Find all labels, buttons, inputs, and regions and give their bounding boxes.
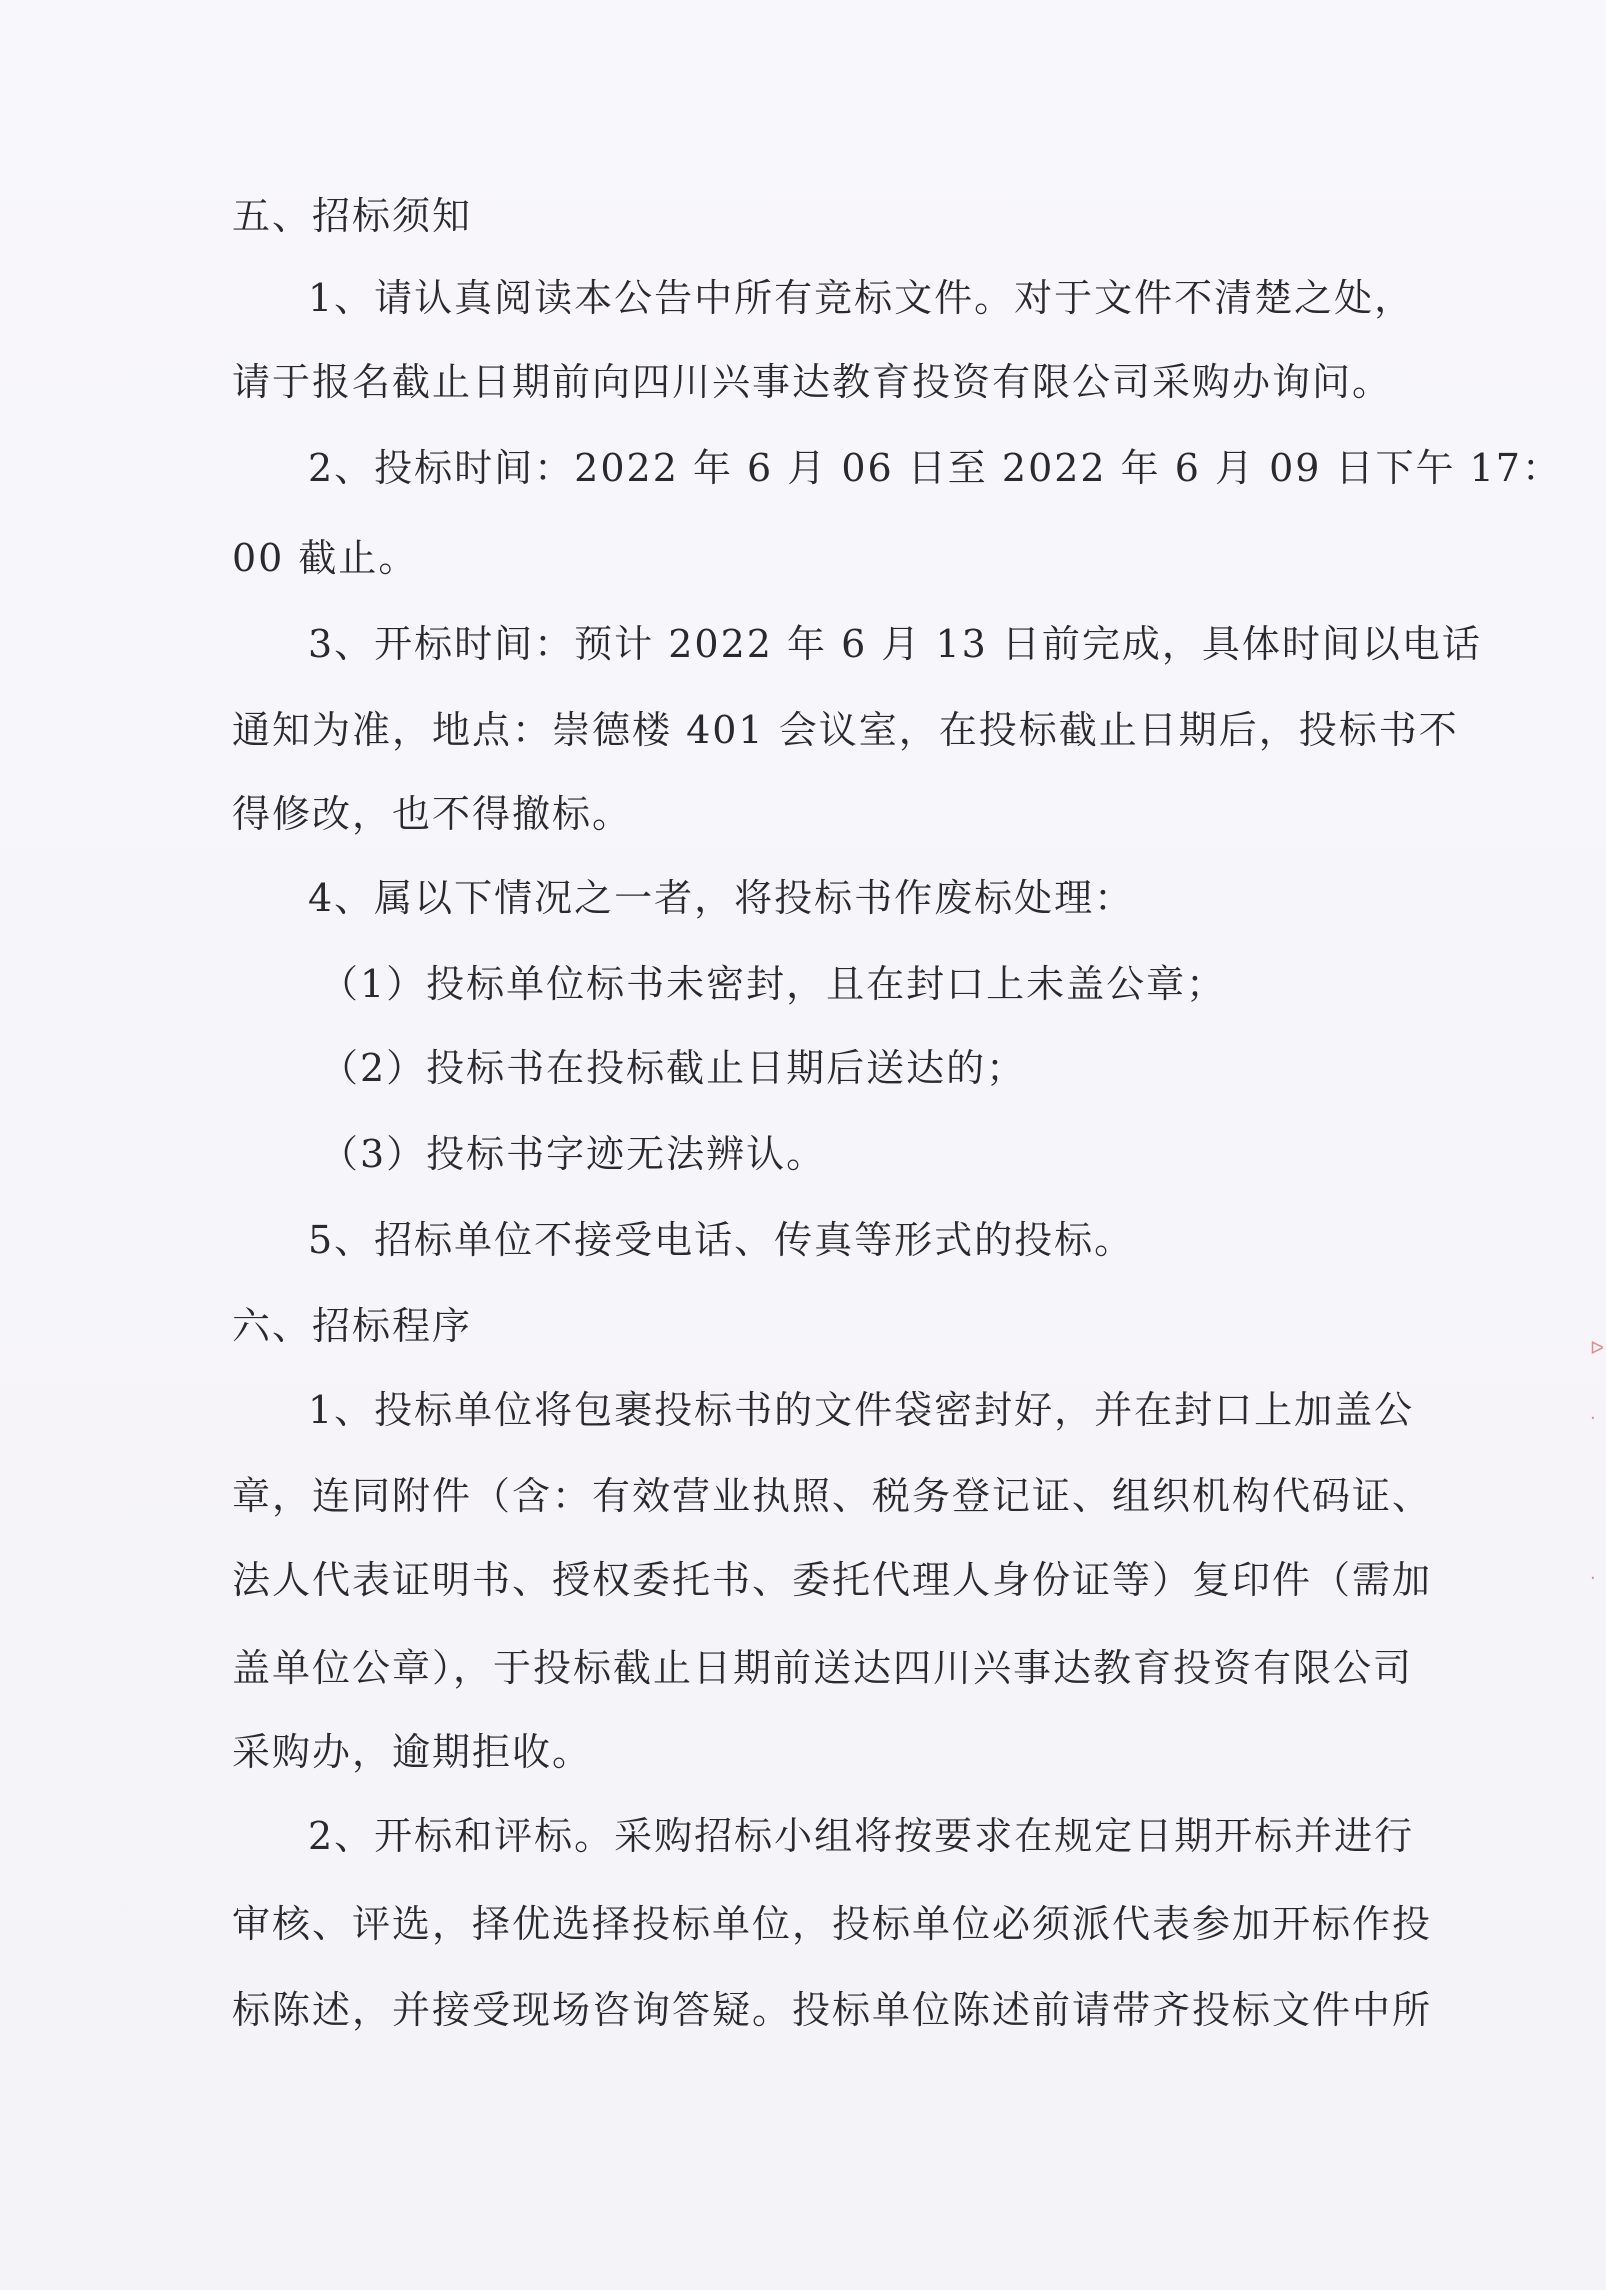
paragraph-line: 4、属以下情况之一者，将投标书作废标处理： bbox=[308, 876, 1135, 920]
paragraph-line: 审核、评选，择优选择投标单位，投标单位必须派代表参加开标作投 bbox=[232, 1902, 1433, 1946]
seal-edge-mark: · bbox=[1590, 1568, 1596, 1589]
paragraph-line: 2、开标和评标。采购招标小组将按要求在规定日期开标并进行 bbox=[308, 1814, 1415, 1858]
paragraph-line: 请于报名截止日期前向四川兴事达教育投资有限公司采购办询问。 bbox=[232, 360, 1393, 404]
paragraph-line: 法人代表证明书、授权委托书、委托代理人身份证等）复印件（需加 bbox=[232, 1558, 1433, 1602]
list-item: （3）投标书字迹无法辨认。 bbox=[320, 1132, 827, 1176]
paragraph-line: 5、招标单位不接受电话、传真等形式的投标。 bbox=[308, 1218, 1135, 1262]
paragraph-line: 盖单位公章），于投标截止日期前送达四川兴事达教育投资有限公司 bbox=[232, 1646, 1414, 1690]
paragraph-line: 得修改，也不得撤标。 bbox=[232, 792, 633, 836]
paragraph-line: 章，连同附件（含：有效营业执照、税务登记证、组织机构代码证、 bbox=[232, 1474, 1433, 1518]
paragraph-line: 采购办，逾期拒收。 bbox=[232, 1730, 593, 1774]
section-heading-bidding-procedure: 六、招标程序 bbox=[232, 1304, 473, 1348]
paragraph-line: 1、投标单位将包裹投标书的文件袋密封好，并在封口上加盖公 bbox=[308, 1388, 1415, 1432]
paragraph-line: 通知为准，地点：崇德楼 401 会议室，在投标截止日期后，投标书不 bbox=[232, 708, 1459, 752]
section-heading-bidding-notice: 五、招标须知 bbox=[232, 194, 473, 238]
paragraph-line: 3、开标时间：预计 2022 年 6 月 13 日前完成，具体时间以电话 bbox=[308, 622, 1482, 666]
list-item: （2）投标书在投标截止日期后送达的； bbox=[320, 1046, 1027, 1090]
seal-edge-mark: · bbox=[1590, 1408, 1596, 1429]
paragraph-line: 2、投标时间：2022 年 6 月 06 日至 2022 年 6 月 09 日下午 17： bbox=[308, 446, 1562, 490]
paragraph-line: 1、请认真阅读本公告中所有竞标文件。对于文件不清楚之处， bbox=[308, 276, 1415, 320]
list-item: （1）投标单位标书未密封，且在封口上未盖公章； bbox=[320, 962, 1227, 1006]
paragraph-line: 标陈述，并接受现场咨询答疑。投标单位陈述前请带齐投标文件中所 bbox=[232, 1988, 1433, 2032]
seal-edge-mark: ᐅ bbox=[1590, 1338, 1604, 1359]
paragraph-line: 00 截止。 bbox=[232, 536, 419, 580]
